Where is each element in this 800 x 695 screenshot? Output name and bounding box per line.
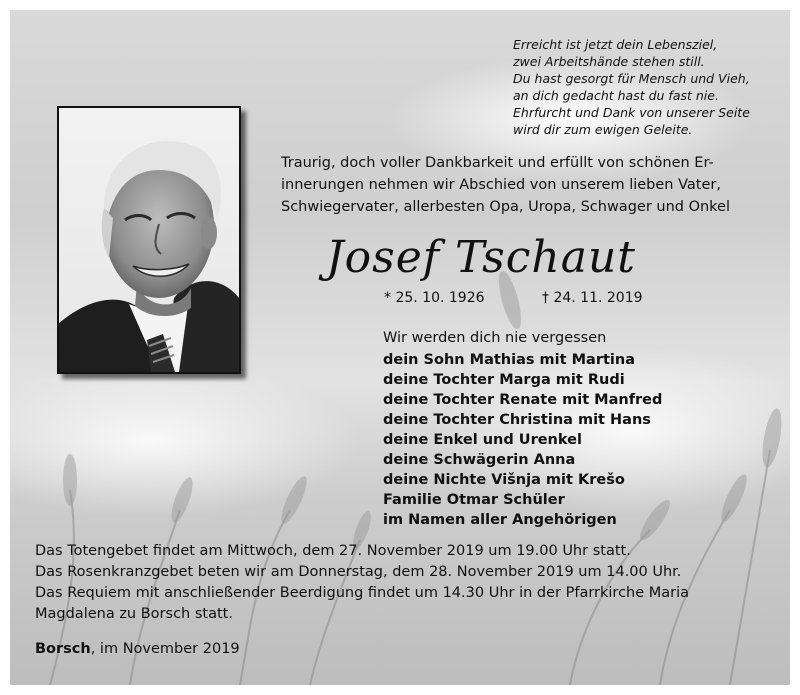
mourner-entry: deine Enkel und Urenkel (383, 432, 582, 448)
service-line: Das Requiem mit anschließender Beerdigung findet um 14.30 Uhr in der Pfarrkirche Maria (35, 585, 690, 601)
death-date: † 24. 11. 2019 (542, 290, 643, 306)
mourner-entry: deine Tochter Christina mit Hans (383, 412, 651, 428)
place-date: , im November 2019 (90, 641, 240, 657)
mourner-entry: deine Tochter Marga mit Rudi (383, 372, 625, 388)
poem-line: Erreicht ist jetzt dein Lebensziel, (513, 37, 718, 52)
mourner-entry: im Namen aller Angehörigen (383, 512, 617, 528)
portrait-photo (57, 106, 241, 374)
service-announcements (35, 541, 775, 625)
intro-line: Schwiegervater, allerbesten Opa, Uropa, Schwager und Onkel (281, 199, 731, 215)
mourner-entry: deine Schwägerin Anna (383, 452, 576, 468)
poem-line: an dich gedacht hast du fast nie. (513, 88, 719, 103)
mourner-entry: dein Sohn Mathias mit Martina (383, 352, 635, 368)
mourners-list (383, 328, 763, 530)
intro-line: innerungen nehmen wir Abschied von unserem lieben Vater, (281, 177, 721, 193)
intro-line: Traurig, doch voller Dankbarkeit und erfüllt von schönen Er- (281, 155, 714, 171)
poem-line: zwei Arbeitshände stehen still. (513, 54, 705, 69)
poem-line: Ehrfurcht und Dank von unserer Seite (513, 105, 750, 120)
obituary-notice (10, 10, 790, 685)
portrait-image (59, 108, 239, 372)
deceased-name: Josef Tschaut (326, 232, 636, 283)
mourner-entry: deine Nichte Višnja mit Krešo (383, 472, 625, 488)
memorial-poem (513, 36, 783, 138)
place-and-date (35, 639, 435, 660)
service-line: Das Rosenkranzgebet beten wir am Donnerstag, dem 28. November 2019 um 14.00 Uhr. (35, 564, 682, 580)
poem-line: wird dir zum ewigen Geleite. (513, 122, 693, 137)
mourner-entry: deine Tochter Renate mit Manfred (383, 392, 663, 408)
birth-date: * 25. 10. 1926 (384, 290, 485, 306)
service-line: Das Totengebet findet am Mittwoch, dem 27. November 2019 um 19.00 Uhr statt. (35, 543, 631, 559)
mourner-entry: Familie Otmar Schüler (383, 492, 565, 508)
service-line: Magdalena zu Borsch statt. (35, 606, 233, 622)
intro-text (281, 152, 771, 218)
place-town: Borsch (35, 641, 91, 657)
poem-line: Du hast gesorgt für Mensch und Vieh, (513, 71, 750, 86)
mourners-lead: Wir werden dich nie vergessen (383, 330, 607, 346)
